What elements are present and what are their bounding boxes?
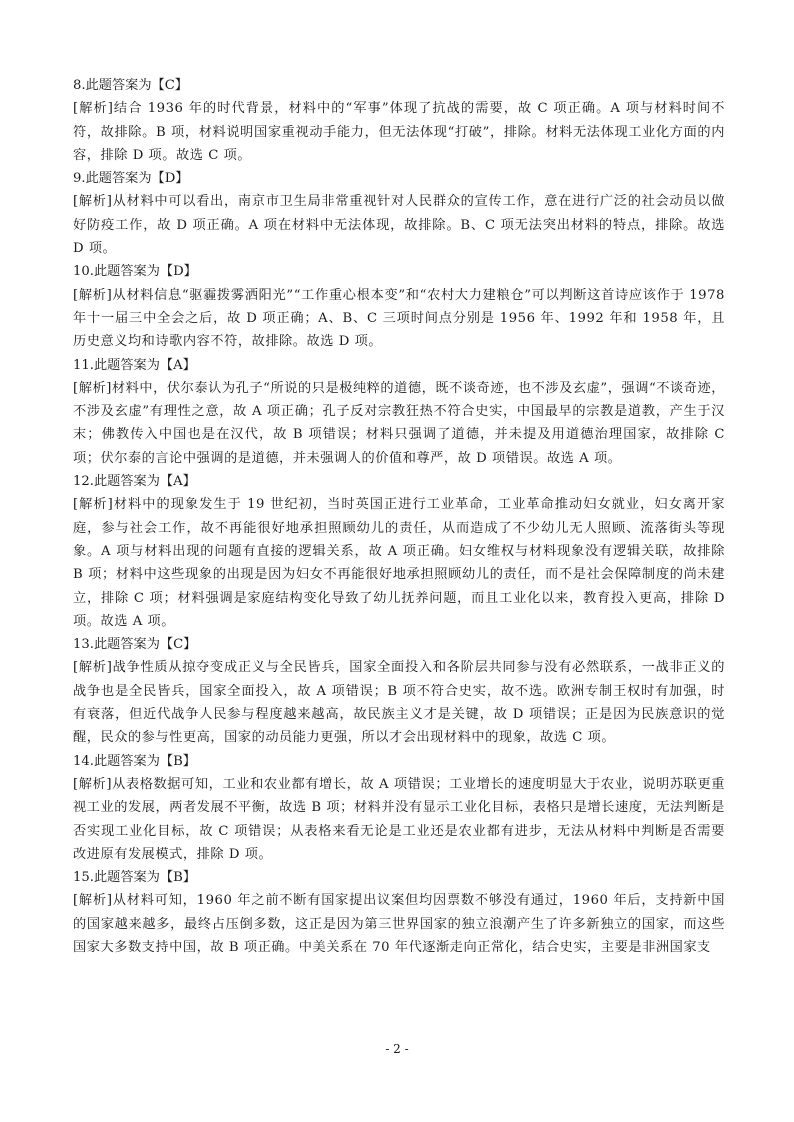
analysis-paragraph: [解析]从材料可知，1960 年之前不断有国家提出议案但均因票数不够没有通过，1960 年后，支持新中国的国家越来越多，最终占压倒多数，这正是因为第三世界国家的独立浪潮产生了许多新独立的国家，而这些国家大多数支持中国，故 B 项正确。中美关系在 70 年代逐渐走向正常化，结合史实，主要是非洲国家支: [73, 893, 725, 955]
answer-line: 10.此题答案为【D】: [73, 264, 197, 280]
answer-line: 12.此题答案为【A】: [73, 474, 196, 490]
question-12: [73, 470, 725, 633]
analysis-paragraph: [解析]从材料信息“驱霾拨雾洒阳光”“工作重心根本变”和“农村大力建粮仓”可以判断这首诗应该作于 1978 年十一届三中全会之后，故 D 项正确；A、B、C 三项时间点分别是 1956 年、1992 年和 1958 年，且历史意义均和诗歌内容不符，故排除。故选 D 项。: [73, 287, 725, 350]
analysis-paragraph: [解析]战争性质从掠夺变成正义与全民皆兵，国家全面投入和各阶层共同参与没有必然联系，一战非正义的战争也是全民皆兵，国家全面投入，故 A 项错误；B 项不符合史实，故不选。欧洲专制王权时有加强，时有衰落，但近代战争人民参与程度越来越高，故民族主义才是关键，故 D 项错误；正是因为民族意识的觉醒，民众的参与性更高，国家的动员能力更强，所以才会出现材料中的现象，故选 C 项。: [73, 660, 725, 746]
question-10: [73, 260, 725, 353]
question-14: [73, 750, 725, 866]
analysis-paragraph: [解析]结合 1936 年的时代背景，材料中的“军事”体现了抗战的需要，故 C 项正确。A 项与材料时间不符，故排除。B 项，材料说明国家重视动手能力，但无法体现“打破”，排除。材料无法体现工业化方面的内容，排除 D 项。故选 C 项。: [73, 101, 725, 163]
analysis-paragraph: [解析]从表格数据可知，工业和农业都有增长，故 A 项错误；工业增长的速度明显大于农业，说明苏联更重视工业的发展，两者发展不平衡，故选 B 项；材料并没有显示工业化目标，表格只是增长速度，无法判断是否实现工业化目标，故 C 项错误；从表格来看无论是工业还是农业都有进步，无法从材料中判断是否需要改进原有发展模式，排除 D 项。: [73, 776, 725, 862]
answer-line: 9.此题答案为【D】: [73, 171, 189, 187]
analysis-paragraph: [解析]材料中的现象发生于 19 世纪初，当时英国正进行工业革命，工业革命推动妇女就业，妇女离开家庭，参与社会工作，故不再能很好地承担照顾幼儿的责任，从而造成了不少幼儿无人照顾、流落街头等现象。A 项与材料出现的问题有直接的逻辑关系，故 A 项正确。妇女维权与材料现象没有逻辑关联，故排除 B 项；材料中这些现象的出现是因为妇女不再能很好地承担照顾幼儿的责任，而不是社会保障制度的尚未建立，排除 C 项；材料强调是家庭结构变化导致了幼儿抚养问题，而且工业化以来，教育投入更高，排除 D 项。故选 A 项。: [73, 497, 725, 629]
answer-line: 8.此题答案为【C】: [73, 78, 188, 93]
document-page: [73, 74, 725, 959]
answer-line: 13.此题答案为【C】: [73, 637, 197, 653]
question-11: [73, 354, 725, 470]
question-8: [73, 74, 725, 167]
answer-line: 11.此题答案为【A】: [73, 357, 196, 373]
answer-line: 15.此题答案为【B】: [73, 870, 196, 886]
question-13: [73, 633, 725, 749]
question-15: [73, 866, 725, 959]
analysis-paragraph: [解析]材料中，伏尔泰认为孔子“所说的只是极纯粹的道德，既不谈奇迹，也不涉及玄虚”，强调“不谈奇迹，不涉及玄虚”有理性之意，故 A 项正确；孔子反对宗教狂热不符合史实，中国最早的宗教是道教，产生于汉末；佛教传入中国也是在汉代，故 B 项错误；材料只强调了道德，并未提及用道德治理国家，故排除 C 项；伏尔泰的言论中强调的是道德，并未强调人的价值和尊严，故 D 项错误。故选 A 项。: [73, 380, 725, 466]
question-9: [73, 167, 725, 260]
page-number: - 2 -: [385, 1042, 409, 1056]
analysis-paragraph: [解析]从材料中可以看出，南京市卫生局非常重视针对人民群众的宣传工作，意在进行广泛的社会动员以做好防疫工作，故 D 项正确。A 项在材料中无法体现，故排除。B、C 项无法突出材料的特点，排除。故选 D 项。: [73, 194, 725, 257]
answer-line: 14.此题答案为【B】: [73, 753, 196, 769]
